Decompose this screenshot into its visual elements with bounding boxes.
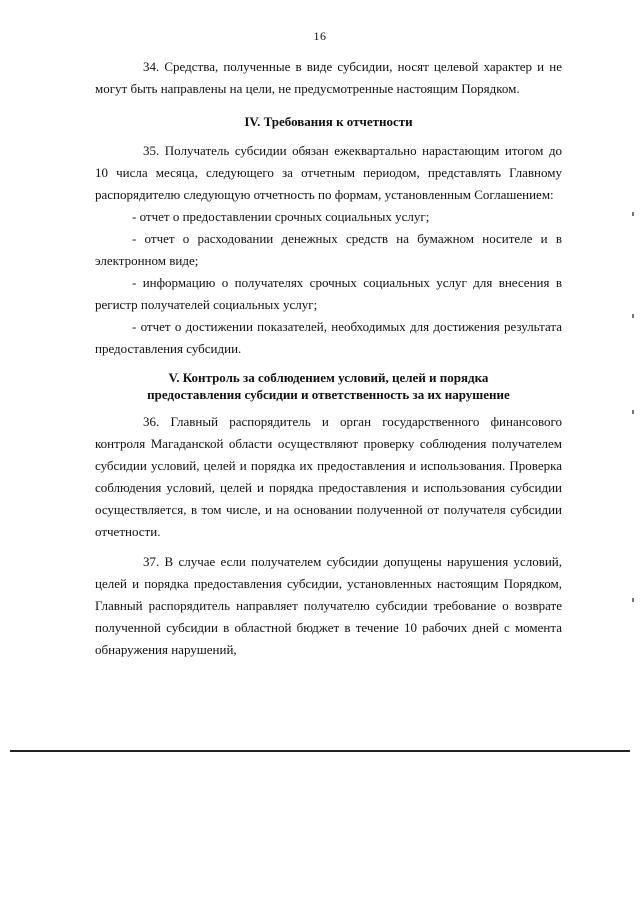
paragraph-35: 35. Получатель субсидии обязан ежеквартально нарастающим итогом до 10 числа месяца, следующего за отчетным периодом, представлять Главному распорядителю следующую отчетность по формам, установленным Соглашением: bbox=[95, 143, 562, 202]
list-item: - отчет о достижении показателей, необходимых для достижения результата предоставления субсидии. bbox=[95, 319, 562, 356]
paragraph-36: 36. Главный распорядитель и орган государственного финансового контроля Магаданской области осуществляют проверку соблюдения получателем субсидии условий, целей и порядка их предоставления и использования. Проверка соблюдения условий, целей и порядка предоставления и использования субсидии осуществляется, в том числе, и на основании полученной от получателя субсидии отчетности. bbox=[95, 414, 562, 539]
list-item: - отчет о расходовании денежных средств на бумажном носителе и в электронном виде; bbox=[95, 231, 562, 268]
bottom-divider bbox=[10, 750, 630, 752]
scan-edge-mark bbox=[632, 410, 634, 414]
scan-edge-mark bbox=[632, 598, 634, 602]
scan-edge-mark bbox=[632, 314, 634, 318]
paragraph-spacer bbox=[95, 543, 562, 551]
paragraph-34: 34. Средства, полученные в виде субсидии, носят целевой характер и не могут быть направлены на цели, не предусмотренные настоящим Порядком. bbox=[95, 59, 562, 96]
scan-edge-mark bbox=[632, 212, 634, 216]
paragraph-37: 37. В случае если получателем субсидии допущены нарушения условий, целей и порядка предоставления субсидии, установленных настоящим Порядком, Главный распорядитель направляет получателю субсидии требование о возврате полученной субсидии в областной бюджет в течение 10 рабочих дней с момента обнаружения нарушений, bbox=[95, 554, 562, 657]
section-heading-v-line-1: V. Контроль за соблюдением условий, целей и порядка bbox=[168, 370, 489, 385]
list-item: - отчет о предоставлении срочных социальных услуг; bbox=[132, 209, 430, 224]
section-heading-v-line-2: предоставления субсидии и ответственность за их нарушение bbox=[147, 387, 510, 402]
document-body bbox=[95, 56, 562, 661]
section-heading-iv: IV. Требования к отчетности bbox=[244, 114, 413, 129]
page-number: 16 bbox=[313, 29, 327, 43]
section-heading-v bbox=[95, 369, 562, 403]
list-item: - информацию о получателях срочных социальных услуг для внесения в регистр получателей социальных услуг; bbox=[95, 275, 562, 312]
